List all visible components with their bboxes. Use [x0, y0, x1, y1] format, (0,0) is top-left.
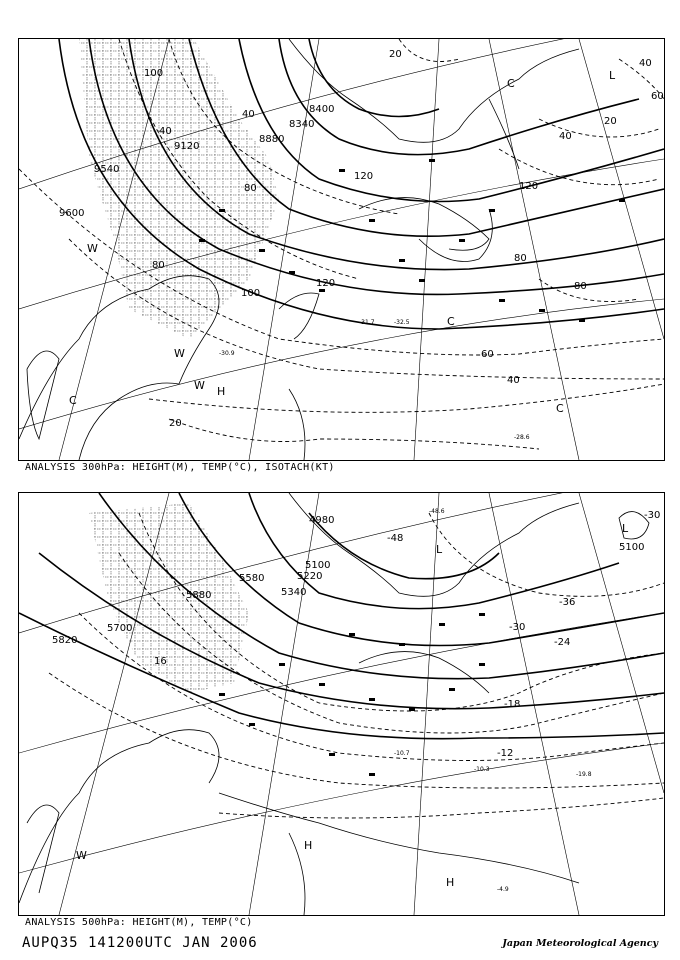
high-center-symbol: H	[446, 876, 455, 889]
high-center-symbol: H	[304, 839, 313, 852]
map-300hpa-svg	[19, 39, 664, 460]
map-500hpa-svg	[19, 493, 664, 915]
cold-center-symbol: C	[556, 402, 564, 415]
isotach-label: 40	[559, 131, 572, 142]
isotach-label: 80	[574, 281, 587, 292]
temp-label: -10.7	[394, 750, 410, 757]
high-center-symbol: W	[194, 379, 205, 392]
low-center-symbol: L	[609, 69, 616, 82]
temp-label: -30.9	[219, 350, 235, 357]
isotach-label: 20	[169, 418, 182, 429]
height-label: 5340	[281, 587, 307, 598]
warm-center-symbol: W	[87, 242, 98, 255]
height-label: 8400	[309, 104, 335, 115]
isotach-label: 100	[241, 288, 261, 299]
cold-center-symbol: C	[507, 77, 515, 90]
temp-label: -4.9	[497, 886, 509, 893]
temp-label: -32.5	[394, 319, 410, 326]
warm-hatch-area	[89, 503, 249, 693]
temp-label: -48.6	[429, 508, 445, 515]
height-label: 5880	[186, 590, 212, 601]
isotach-label: 80	[514, 253, 527, 264]
isotherm-label: -12	[497, 748, 514, 759]
height-label: 9540	[94, 164, 120, 175]
caption-500hpa: ANALYSIS 500hPa: HEIGHT(M), TEMP(°C)	[25, 917, 253, 928]
isotach-label: 100	[144, 68, 164, 79]
height-label: 4980	[309, 515, 335, 526]
bulletin-code: AUPQ35 141200UTC JAN 2006	[22, 935, 258, 951]
height-label: 5100	[619, 542, 645, 553]
isotach-label: 40	[639, 58, 652, 69]
height-label: 8340	[289, 119, 315, 130]
temp-label: -10.3	[474, 766, 490, 773]
isotach-label: 120	[354, 171, 374, 182]
height-label: 5820	[52, 635, 78, 646]
map-panel-500hpa	[18, 492, 665, 916]
isotach-label: 20	[604, 116, 617, 127]
isotach-label: 80	[244, 183, 257, 194]
height-label: 5700	[107, 623, 133, 634]
temp-label: -19.8	[576, 771, 592, 778]
height-label: 9600	[59, 208, 85, 219]
isotach-label: 60	[481, 349, 494, 360]
warm-center-symbol: C	[447, 315, 455, 328]
height-label: 5580	[239, 573, 265, 584]
isotherm-label: 16	[154, 656, 167, 667]
warm-center-symbol: W	[76, 849, 87, 862]
agency-name: Japan Meteorological Agency	[502, 938, 658, 949]
warm-center-symbol: W	[174, 347, 185, 360]
isotach-label: 40	[242, 109, 255, 120]
height-label: 5100	[305, 560, 331, 571]
isotach-label: 120	[316, 278, 336, 289]
isotach-label: 80	[152, 260, 165, 271]
isotherm-label: -48	[387, 533, 404, 544]
height-label: 8880	[259, 134, 285, 145]
height-label: 5220	[297, 571, 323, 582]
temp-label: -28.6	[514, 434, 530, 441]
cold-center-symbol: H	[217, 385, 226, 398]
caption-300hpa: ANALYSIS 300hPa: HEIGHT(M), TEMP(°C), ISOTACH(KT)	[25, 462, 335, 473]
isotherm-label: -24	[554, 637, 571, 648]
isotach-label: 20	[389, 49, 402, 60]
temp-label: -31.7	[359, 319, 375, 326]
low-center-symbol: L	[622, 522, 629, 535]
low-center-symbol: L	[436, 543, 443, 556]
isotach-label: 120	[519, 181, 539, 192]
isotach-label: 60	[651, 91, 664, 102]
map-panel-300hpa	[18, 38, 665, 461]
isotherm-label: -30	[509, 622, 526, 633]
isotherm-label: -18	[504, 699, 521, 710]
height-label: 9120	[174, 141, 200, 152]
isotherm-label: -30	[644, 510, 661, 521]
isotach-label: 40	[159, 126, 172, 137]
isotach-label: 40	[507, 375, 520, 386]
isotherm-label: -36	[559, 597, 576, 608]
cold-center-symbol: C	[69, 394, 77, 407]
